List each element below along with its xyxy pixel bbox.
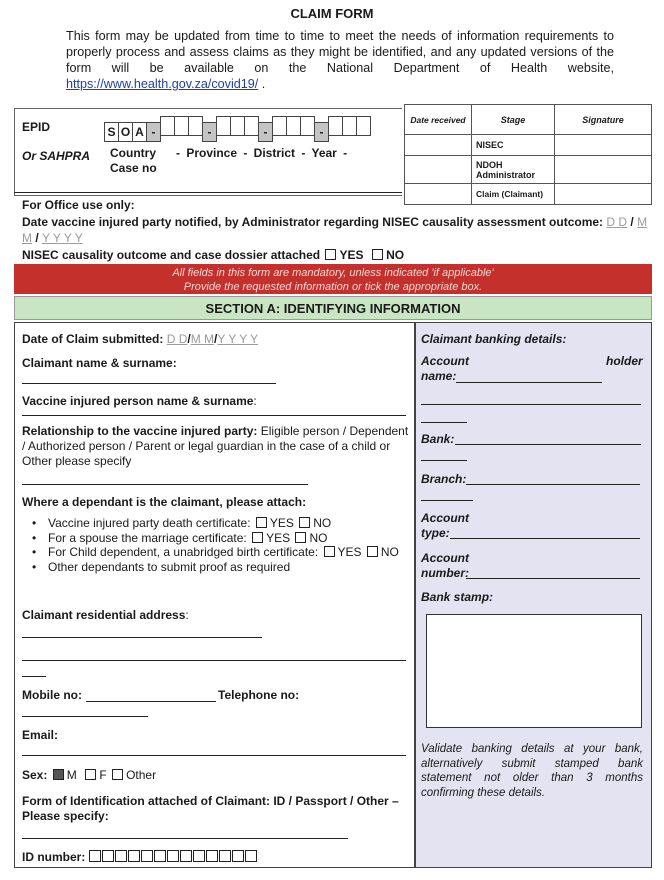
epid-letter: S — [104, 122, 119, 142]
epid-letter: A — [132, 122, 147, 142]
notified-dd[interactable]: D D — [606, 215, 628, 229]
epid-dash: - — [258, 122, 273, 142]
no-label: NO — [380, 545, 399, 559]
outcome-no-label: NO — [386, 248, 405, 262]
bank-input[interactable] — [455, 444, 641, 445]
header-signature: Signature — [555, 105, 652, 135]
epid-boxes[interactable] — [104, 116, 370, 142]
banner-line-2: Provide the requested information or tick the appropriate box. — [183, 281, 483, 293]
sex-label: Sex: — [22, 768, 48, 782]
holder-label-c: name: — [421, 369, 457, 383]
no-label: NO — [313, 516, 332, 530]
bank-stamp-box[interactable] — [426, 614, 642, 728]
outcome-yes-checkbox[interactable] — [325, 249, 336, 260]
injured-name-label: Vaccine injured person name & surname — [22, 394, 254, 408]
holder-input-2[interactable] — [421, 404, 641, 405]
notified-mm[interactable]: M M — [22, 215, 648, 245]
sex-m-checkbox[interactable] — [53, 769, 64, 780]
list-item — [22, 545, 412, 560]
banking-note: Validate banking details at your bank, alternatively submit stamped bank statement not older than 3 months confirming these details. — [421, 743, 643, 799]
slash: / — [35, 231, 39, 245]
stage-claim: Claim (Claimant) — [472, 184, 555, 205]
id-number-label: ID number: — [22, 850, 86, 864]
holder-label-b: holder — [606, 354, 643, 368]
cell-sign-ndoh[interactable] — [555, 156, 652, 184]
number-input[interactable] — [466, 578, 640, 579]
banner-line-1: All fields in this form are mandatory, unless indicated 'if applicable' — [172, 267, 494, 279]
cell-sign-claim[interactable] — [555, 184, 652, 205]
claim-yyyy[interactable]: Y Y Y Y — [217, 332, 259, 346]
dependant-heading: Where a dependant is the claimant, please attach: — [22, 495, 307, 509]
yes-label: YES — [266, 530, 291, 545]
claimant-name-input[interactable] — [22, 383, 276, 384]
cell-date-ndoh[interactable] — [405, 156, 472, 184]
date-claim-row: Date of Claim submitted: D D/M M/Y Y Y Y — [22, 332, 259, 346]
telephone-input[interactable] — [22, 716, 148, 717]
injured-name-row — [22, 394, 257, 408]
epid-letter: O — [118, 122, 133, 142]
bullet-text: For a spouse the marriage certificate: — [48, 530, 247, 545]
holder-input[interactable] — [456, 382, 602, 383]
holder-input-3[interactable] — [421, 422, 467, 423]
relationship-row — [22, 424, 410, 469]
bullet-text: Other dependants to submit proof as required — [48, 559, 291, 574]
header-date-received: Date received — [405, 105, 472, 135]
relationship-input[interactable] — [22, 484, 308, 485]
epid-parts-label: - Province - District - Year - — [176, 146, 348, 160]
dependant-list — [22, 516, 412, 574]
address-line-1[interactable] — [22, 637, 262, 638]
intro-trail: . — [261, 77, 266, 91]
branch-input-2[interactable] — [421, 500, 473, 501]
sex-other-checkbox[interactable] — [112, 769, 123, 780]
page-title: CLAIM FORM — [290, 6, 374, 21]
notified-text: Date vaccine injured party notified, by Administrator regarding NISEC causality assessment outcome: — [22, 215, 604, 229]
address-row — [22, 608, 189, 622]
office-heading: For Office use only: — [22, 198, 135, 212]
stage-nisec: NISEC — [472, 135, 555, 156]
stage-table — [404, 104, 652, 205]
sex-f-checkbox[interactable] — [85, 769, 96, 780]
bullet-text: For Child dependent, a unabridged birth certificate: — [48, 545, 319, 559]
number-label-a: Account — [421, 551, 469, 565]
branch-label: Branch: — [421, 472, 467, 486]
epid-divider — [14, 192, 402, 193]
type-input[interactable] — [450, 538, 640, 539]
holder-label-a: Account — [421, 354, 469, 368]
mobile-label: Mobile no: — [22, 688, 82, 702]
mandatory-banner — [14, 264, 652, 294]
epid-dash: - — [314, 122, 329, 142]
id-number-boxes[interactable] — [89, 850, 258, 864]
type-label-a: Account — [421, 511, 469, 525]
cell-date-claim[interactable] — [405, 184, 472, 205]
header-stage: Stage — [472, 105, 555, 135]
section-a-header: SECTION A: IDENTIFYING INFORMATION — [14, 296, 652, 320]
bank-label: Bank: — [421, 432, 455, 446]
claim-dd[interactable]: D D — [166, 332, 188, 346]
no-label: NO — [309, 530, 328, 545]
intro-paragraph — [66, 28, 614, 92]
bank-input-2[interactable] — [421, 460, 467, 461]
case-no-label: Country Case no — [110, 146, 157, 175]
birth-cert-yes-checkbox[interactable] — [324, 546, 335, 557]
address-line-2[interactable] — [22, 660, 406, 661]
cell-sign-nisec[interactable] — [555, 135, 652, 156]
outcome-text: NISEC causality outcome and case dossier attached — [22, 248, 321, 262]
sahpra-label: Or SAHPRA — [22, 149, 91, 163]
sex-f-label: F — [99, 768, 107, 782]
banking-heading: Claimant banking details: — [421, 332, 567, 346]
injured-name-input[interactable] — [22, 415, 406, 416]
birth-cert-no-checkbox[interactable] — [367, 546, 378, 557]
claim-mm[interactable]: M M — [190, 332, 215, 346]
address-colon: : — [185, 608, 189, 622]
claimant-name-label: Claimant name & surname: — [22, 356, 177, 370]
number-label-b: number: — [421, 566, 469, 580]
outcome-yes-label: YES — [339, 248, 364, 262]
id-form-input[interactable] — [22, 838, 348, 839]
relationship-text: Eligible person / Dependent / Authorized person / Parent or legal guardian in the case of a child or Other please specify — [22, 424, 409, 468]
type-label-b: type: — [421, 526, 450, 540]
slash: / — [630, 215, 634, 229]
mobile-input[interactable] — [86, 701, 216, 702]
yes-label: YES — [269, 516, 294, 530]
notified-yyyy[interactable]: Y Y Y Y — [42, 231, 83, 245]
marriage-cert-no-checkbox[interactable] — [295, 532, 306, 543]
stage-ndoh: NDOH Administrator — [472, 156, 555, 184]
id-form-label: Form of Identification attached of Claimant: ID / Passport / Other – Please specify: — [22, 794, 399, 823]
bullet-text: Vaccine injured party death certificate: — [48, 516, 251, 530]
epid-dash: - — [146, 122, 161, 142]
email-label: Email: — [22, 728, 59, 742]
epid-dash: - — [202, 122, 217, 142]
email-input[interactable] — [22, 755, 406, 756]
intro-text: This form may be updated from time to time to meet the needs of information requirements to properly process and assess claims as they might be identified, and any updated versions of the form will be available on the National Department of Health website, — [66, 29, 614, 75]
branch-input[interactable] — [466, 484, 640, 485]
sex-row — [22, 768, 156, 782]
address-line-3[interactable] — [22, 676, 46, 677]
death-cert-yes-checkbox[interactable] — [256, 517, 267, 528]
address-label: Claimant residential address — [22, 608, 186, 622]
relationship-label: Relationship to the vaccine injured party: — [22, 424, 258, 438]
death-cert-no-checkbox[interactable] — [299, 517, 310, 528]
sex-m-label: M — [66, 768, 77, 782]
cell-date-nisec[interactable] — [405, 135, 472, 156]
yes-label: YES — [337, 545, 362, 559]
list-item — [22, 516, 412, 531]
date-claim-label: Date of Claim submitted: — [22, 332, 164, 346]
id-number-row — [22, 850, 258, 864]
list-item — [22, 560, 412, 575]
outcome-no-checkbox[interactable] — [372, 249, 383, 260]
telephone-label: Telephone no: — [218, 688, 300, 702]
sex-other-label: Other — [126, 768, 157, 782]
epid-label: EPID — [22, 120, 51, 134]
stamp-label: Bank stamp: — [421, 590, 494, 604]
office-notified — [22, 214, 652, 246]
outcome-row — [22, 248, 404, 262]
list-item — [22, 531, 412, 546]
health-website-link[interactable]: https://www.health.gov.za/covid19/ — [66, 77, 259, 91]
marriage-cert-yes-checkbox[interactable] — [252, 532, 263, 543]
injured-colon: : — [253, 394, 257, 408]
